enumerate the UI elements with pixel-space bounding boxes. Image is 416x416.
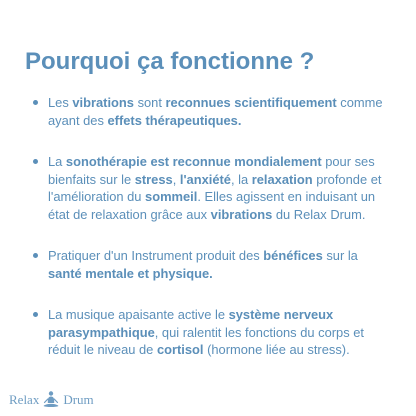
text-segment: La (48, 154, 66, 169)
text-segment: comme ayant des (48, 95, 383, 128)
brand-logo (9, 389, 94, 411)
bold-text: bénéfices (263, 248, 323, 263)
bold-text: cortisol (156, 342, 204, 357)
text-segment: Pratiquer d'un Instrument produit des (48, 248, 264, 263)
text-segment: (hormone liée au stress). (203, 342, 350, 357)
text-segment: , la (230, 171, 252, 187)
text-segment: sont (133, 95, 166, 110)
text-segment: pour ses bienfaits sur le (48, 154, 375, 187)
bullet-item (48, 306, 384, 359)
text-segment: Les (48, 95, 73, 110)
bullet-item (48, 153, 384, 223)
text-segment: , (172, 171, 180, 187)
bold-text: reconnues scientifiquement (165, 95, 337, 110)
bold-text: système nerveux parasympathique (48, 307, 334, 340)
bold-text: sonothérapie est reconnue mondialement (65, 154, 322, 169)
bullet-item (48, 94, 384, 129)
page-title: Pourquoi ça fonctionne ? (25, 48, 315, 75)
bullet-item (48, 247, 384, 282)
text-segment: La musique apaisante active le (48, 307, 229, 322)
bold-text: vibrations (210, 206, 273, 222)
text-segment: sur la (322, 248, 358, 263)
text-segment: . Elles agissent en induisant un état de relaxation grâce aux (48, 189, 376, 222)
bold-text: sommeil (145, 189, 198, 204)
meditating-person-icon (41, 390, 61, 410)
bold-text: effets thérapeutiques. (107, 112, 242, 128)
bold-text: santé mentale et physique. (48, 265, 213, 281)
text-segment: , qui ralentit les fonctions du corps et réduit le niveau de (48, 324, 364, 357)
bold-text: stress (134, 171, 173, 187)
text-segment: profonde et l'amélioration du (48, 171, 382, 204)
benefits-list (48, 94, 384, 383)
logo-text-left: Relax (9, 392, 40, 407)
bold-text: relaxation (251, 171, 313, 187)
logo-text-right: Drum (63, 392, 94, 407)
bold-text: l'anxiété (179, 171, 231, 187)
text-segment: du Relax Drum. (272, 206, 366, 222)
bold-text: vibrations (72, 95, 134, 110)
